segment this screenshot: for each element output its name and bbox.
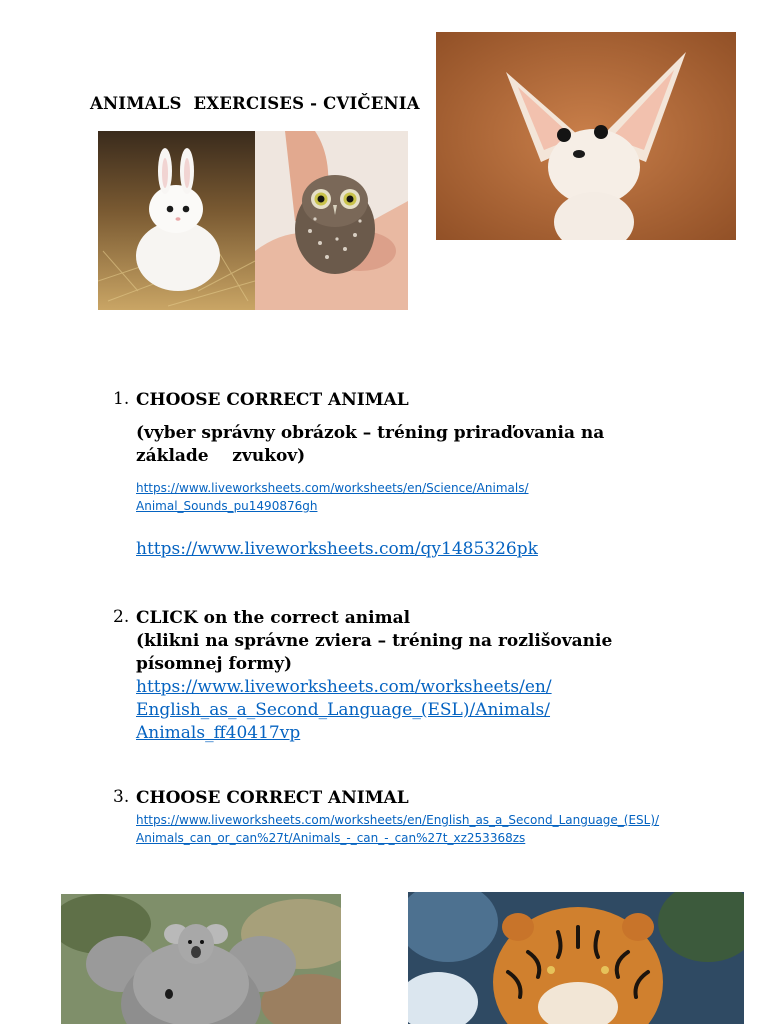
tiger-photo [408,892,744,1024]
exercise-1-subtitle-line2: základe zvukov) [136,446,306,466]
exercise-3-link-line2[interactable]: Animals_can_or_can%27t/Animals_-_can_-_can%27t_xz253368zs [136,831,526,845]
exercise-2-link-line1[interactable]: https://www.liveworksheets.com/worksheets/en/ [136,677,552,697]
exercise-3-heading: CHOOSE CORRECT ANIMAL [136,788,409,808]
koala-photo [61,894,341,1024]
fennec-fox-photo [436,32,736,240]
exercise-2-number: 2. [113,607,130,627]
exercise-2-link-line3[interactable]: Animals_ff40417vp [136,723,301,743]
owl-photo [255,131,408,310]
exercise-1-link1-line1[interactable]: https://www.liveworksheets.com/worksheets/en/Science/Animals/ [136,481,529,495]
exercise-1-subtitle-line1: (vyber správny obrázok – tréning priraďovania na [136,423,605,443]
exercise-1-number: 1. [113,389,130,409]
exercise-2-heading: CLICK on the correct animal [136,608,411,628]
exercise-1-link2[interactable]: https://www.liveworksheets.com/qy1485326pk [136,539,538,559]
exercise-1-link1-line2[interactable]: Animal_Sounds_pu1490876gh [136,499,318,513]
bunny-photo [98,131,255,310]
exercise-2-link-line2[interactable]: English_as_a_Second_Language_(ESL)/Animals/ [136,700,551,720]
exercise-3-number: 3. [113,787,130,807]
exercise-2-subtitle-line1: (klikni na správne zviera – tréning na rozlišovanie [136,631,613,651]
exercise-1-heading: CHOOSE CORRECT ANIMAL [136,390,409,410]
page-title: ANIMALS EXERCISES - CVIČENIA [90,94,420,113]
exercise-3-link-line1[interactable]: https://www.liveworksheets.com/worksheets/en/English_as_a_Second_Language_(ESL)/ [136,813,660,827]
exercise-2-subtitle-line2: písomnej formy) [136,654,293,674]
